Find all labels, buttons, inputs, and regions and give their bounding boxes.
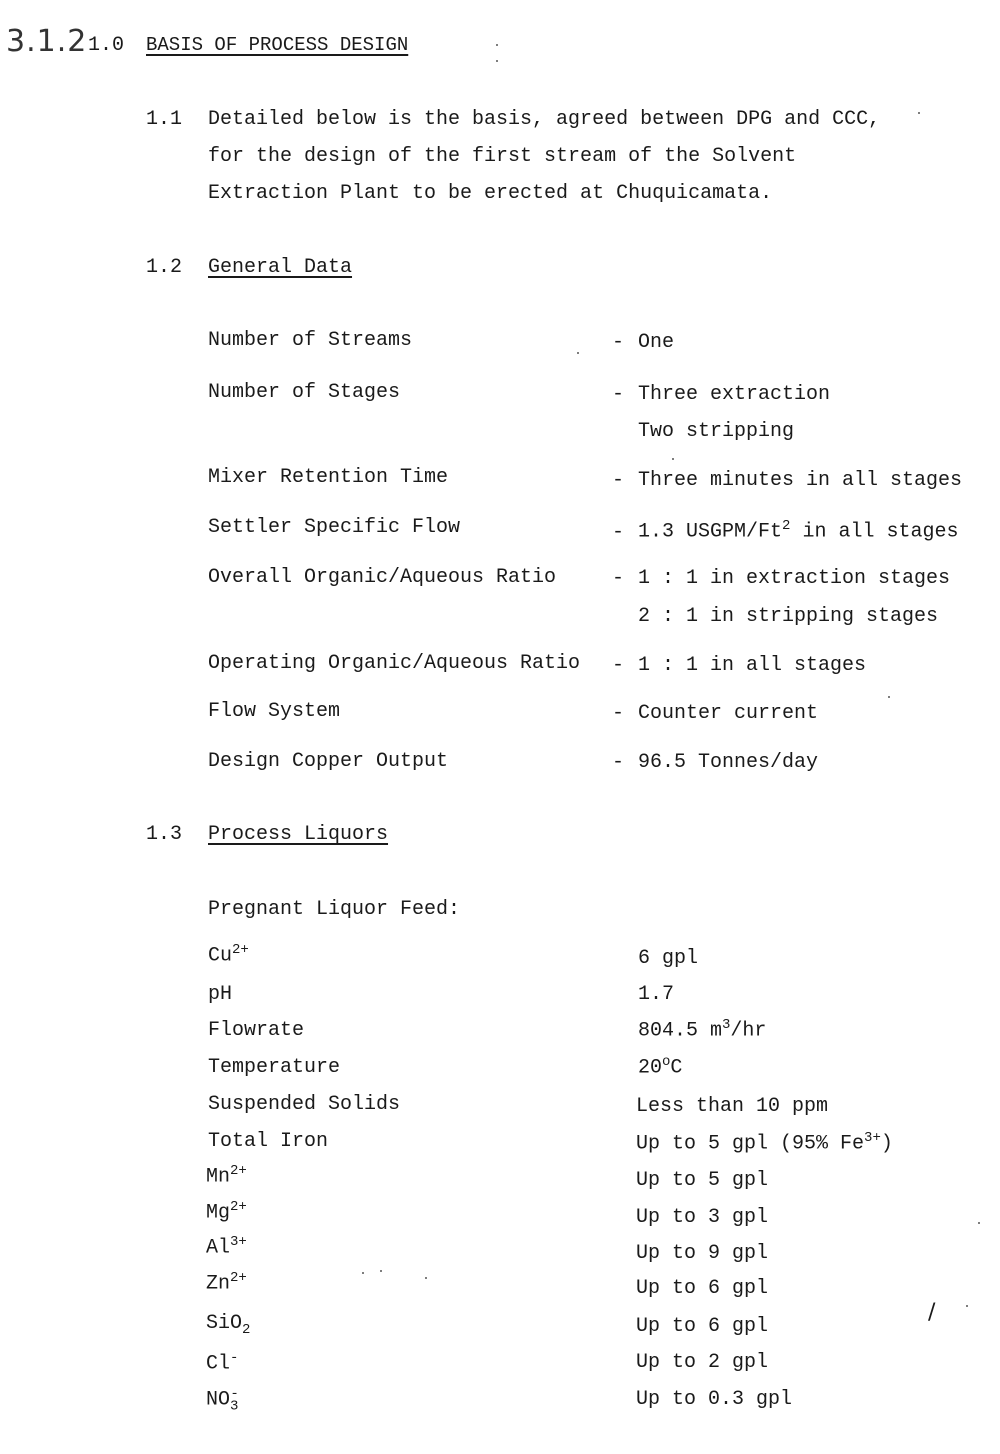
general-label-mixer: Mixer Retention Time xyxy=(208,466,449,489)
page-title: BASIS OF PROCESS DESIGN xyxy=(146,34,409,56)
liquor-value-total-iron: Up to 5 gpl (95% $Fe^{3+}$) xyxy=(636,1130,893,1156)
liquor-value-cu: 6 gpl xyxy=(638,947,699,970)
intro-line-3: Extraction Plant to be erected at Chuquicamata. xyxy=(208,182,773,205)
scan-speck xyxy=(425,1277,427,1279)
liquor-value-mn: Up to 5 gpl xyxy=(636,1169,769,1192)
general-label-overall-ratio: Overall Organic/Aqueous Ratio xyxy=(208,566,557,589)
general-label-stages: Number of Stages xyxy=(208,381,401,404)
general-value-overall-ratio: - 1 : 1 in extraction stages xyxy=(612,567,951,590)
general-value-overall-ratio-2: 2 : 1 in stripping stages xyxy=(638,605,939,628)
liquor-value-al: Up to 9 gpl xyxy=(636,1242,769,1265)
liquor-value-zn: Up to 6 gpl xyxy=(636,1277,769,1300)
general-value-settler: - 1.3 USGPM/Ft$^2$ in all stages xyxy=(612,518,959,544)
handwritten-section-ref: 3.1.2 xyxy=(6,24,88,59)
section-1-2-title: General Data xyxy=(208,256,353,279)
general-value-stages-2: Two stripping xyxy=(638,420,795,443)
intro-line-2: for the design of the first stream of the Solvent xyxy=(208,145,797,168)
pen-mark: / xyxy=(928,1300,936,1325)
liquor-label-mg: $Mg^{2+}$ xyxy=(206,1199,247,1225)
liquor-value-cl: Up to 2 gpl xyxy=(636,1351,769,1374)
scan-speck xyxy=(577,352,579,354)
liquor-value-temperature: 20$^o$C xyxy=(638,1054,683,1080)
general-label-streams: Number of Streams xyxy=(208,329,413,352)
scan-speck xyxy=(496,60,498,62)
liquor-label-cl: Cl- xyxy=(206,1350,239,1376)
liquor-label-no3: $NO_3^-$ xyxy=(206,1386,239,1415)
scan-speck xyxy=(888,696,890,698)
liquor-label-suspended-solids: Suspended Solids xyxy=(208,1093,401,1116)
general-label-flow-system: Flow System xyxy=(208,700,341,723)
feed-title: Pregnant Liquor Feed: xyxy=(208,898,461,921)
liquor-value-no3: Up to 0.3 gpl xyxy=(636,1388,793,1411)
liquor-label-zn: $Zn^{2+}$ xyxy=(206,1270,247,1296)
section-1-3-title: Process Liquors xyxy=(208,823,389,846)
general-value-stages: - Three extraction xyxy=(612,383,831,406)
scan-speck xyxy=(380,1270,382,1272)
liquor-value-mg: Up to 3 gpl xyxy=(636,1206,769,1229)
general-label-settler: Settler Specific Flow xyxy=(208,516,461,539)
scan-speck xyxy=(918,112,920,114)
section-number: 1.0 xyxy=(88,34,125,57)
scan-speck xyxy=(496,44,498,46)
general-value-flow-system: - Counter current xyxy=(612,702,819,725)
liquor-label-ph: pH xyxy=(208,983,233,1006)
liquor-label-total-iron: Total Iron xyxy=(208,1130,329,1153)
liquor-value-flowrate: 804.5 $m^3/hr$ xyxy=(638,1017,767,1043)
liquor-label-temperature: Temperature xyxy=(208,1056,341,1079)
scan-speck xyxy=(672,458,674,460)
general-label-operating-ratio: Operating Organic/Aqueous Ratio xyxy=(208,652,581,675)
liquor-value-suspended-solids: Less than 10 ppm xyxy=(636,1095,829,1118)
scan-speck xyxy=(978,1222,980,1224)
liquor-value-ph: 1.7 xyxy=(638,983,675,1006)
liquor-label-sio2: SiO$_2$ xyxy=(206,1312,251,1338)
general-value-copper-output: - 96.5 Tonnes/day xyxy=(612,751,819,774)
intro-line-1: Detailed below is the basis, agreed between DPG and CCC, xyxy=(208,108,881,131)
section-1-3-number: 1.3 xyxy=(146,823,183,846)
general-value-mixer: - Three minutes in all stages xyxy=(612,469,963,492)
section-1-1-number: 1.1 xyxy=(146,108,183,131)
liquor-label-cu: $Cu^{2+}$ xyxy=(208,942,249,968)
liquor-label-flowrate: Flowrate xyxy=(208,1019,305,1042)
general-value-streams: - One xyxy=(612,331,675,354)
general-label-copper-output: Design Copper Output xyxy=(208,750,449,773)
scan-speck xyxy=(966,1305,968,1307)
liquor-label-al: $Al^{3+}$ xyxy=(206,1234,247,1260)
general-value-operating-ratio: - 1 : 1 in all stages xyxy=(612,654,867,677)
scan-speck xyxy=(362,1272,364,1274)
liquor-label-mn: $Mn^{2+}$ xyxy=(206,1163,247,1189)
section-1-2-number: 1.2 xyxy=(146,256,183,279)
liquor-value-sio2: Up to 6 gpl xyxy=(636,1315,769,1338)
